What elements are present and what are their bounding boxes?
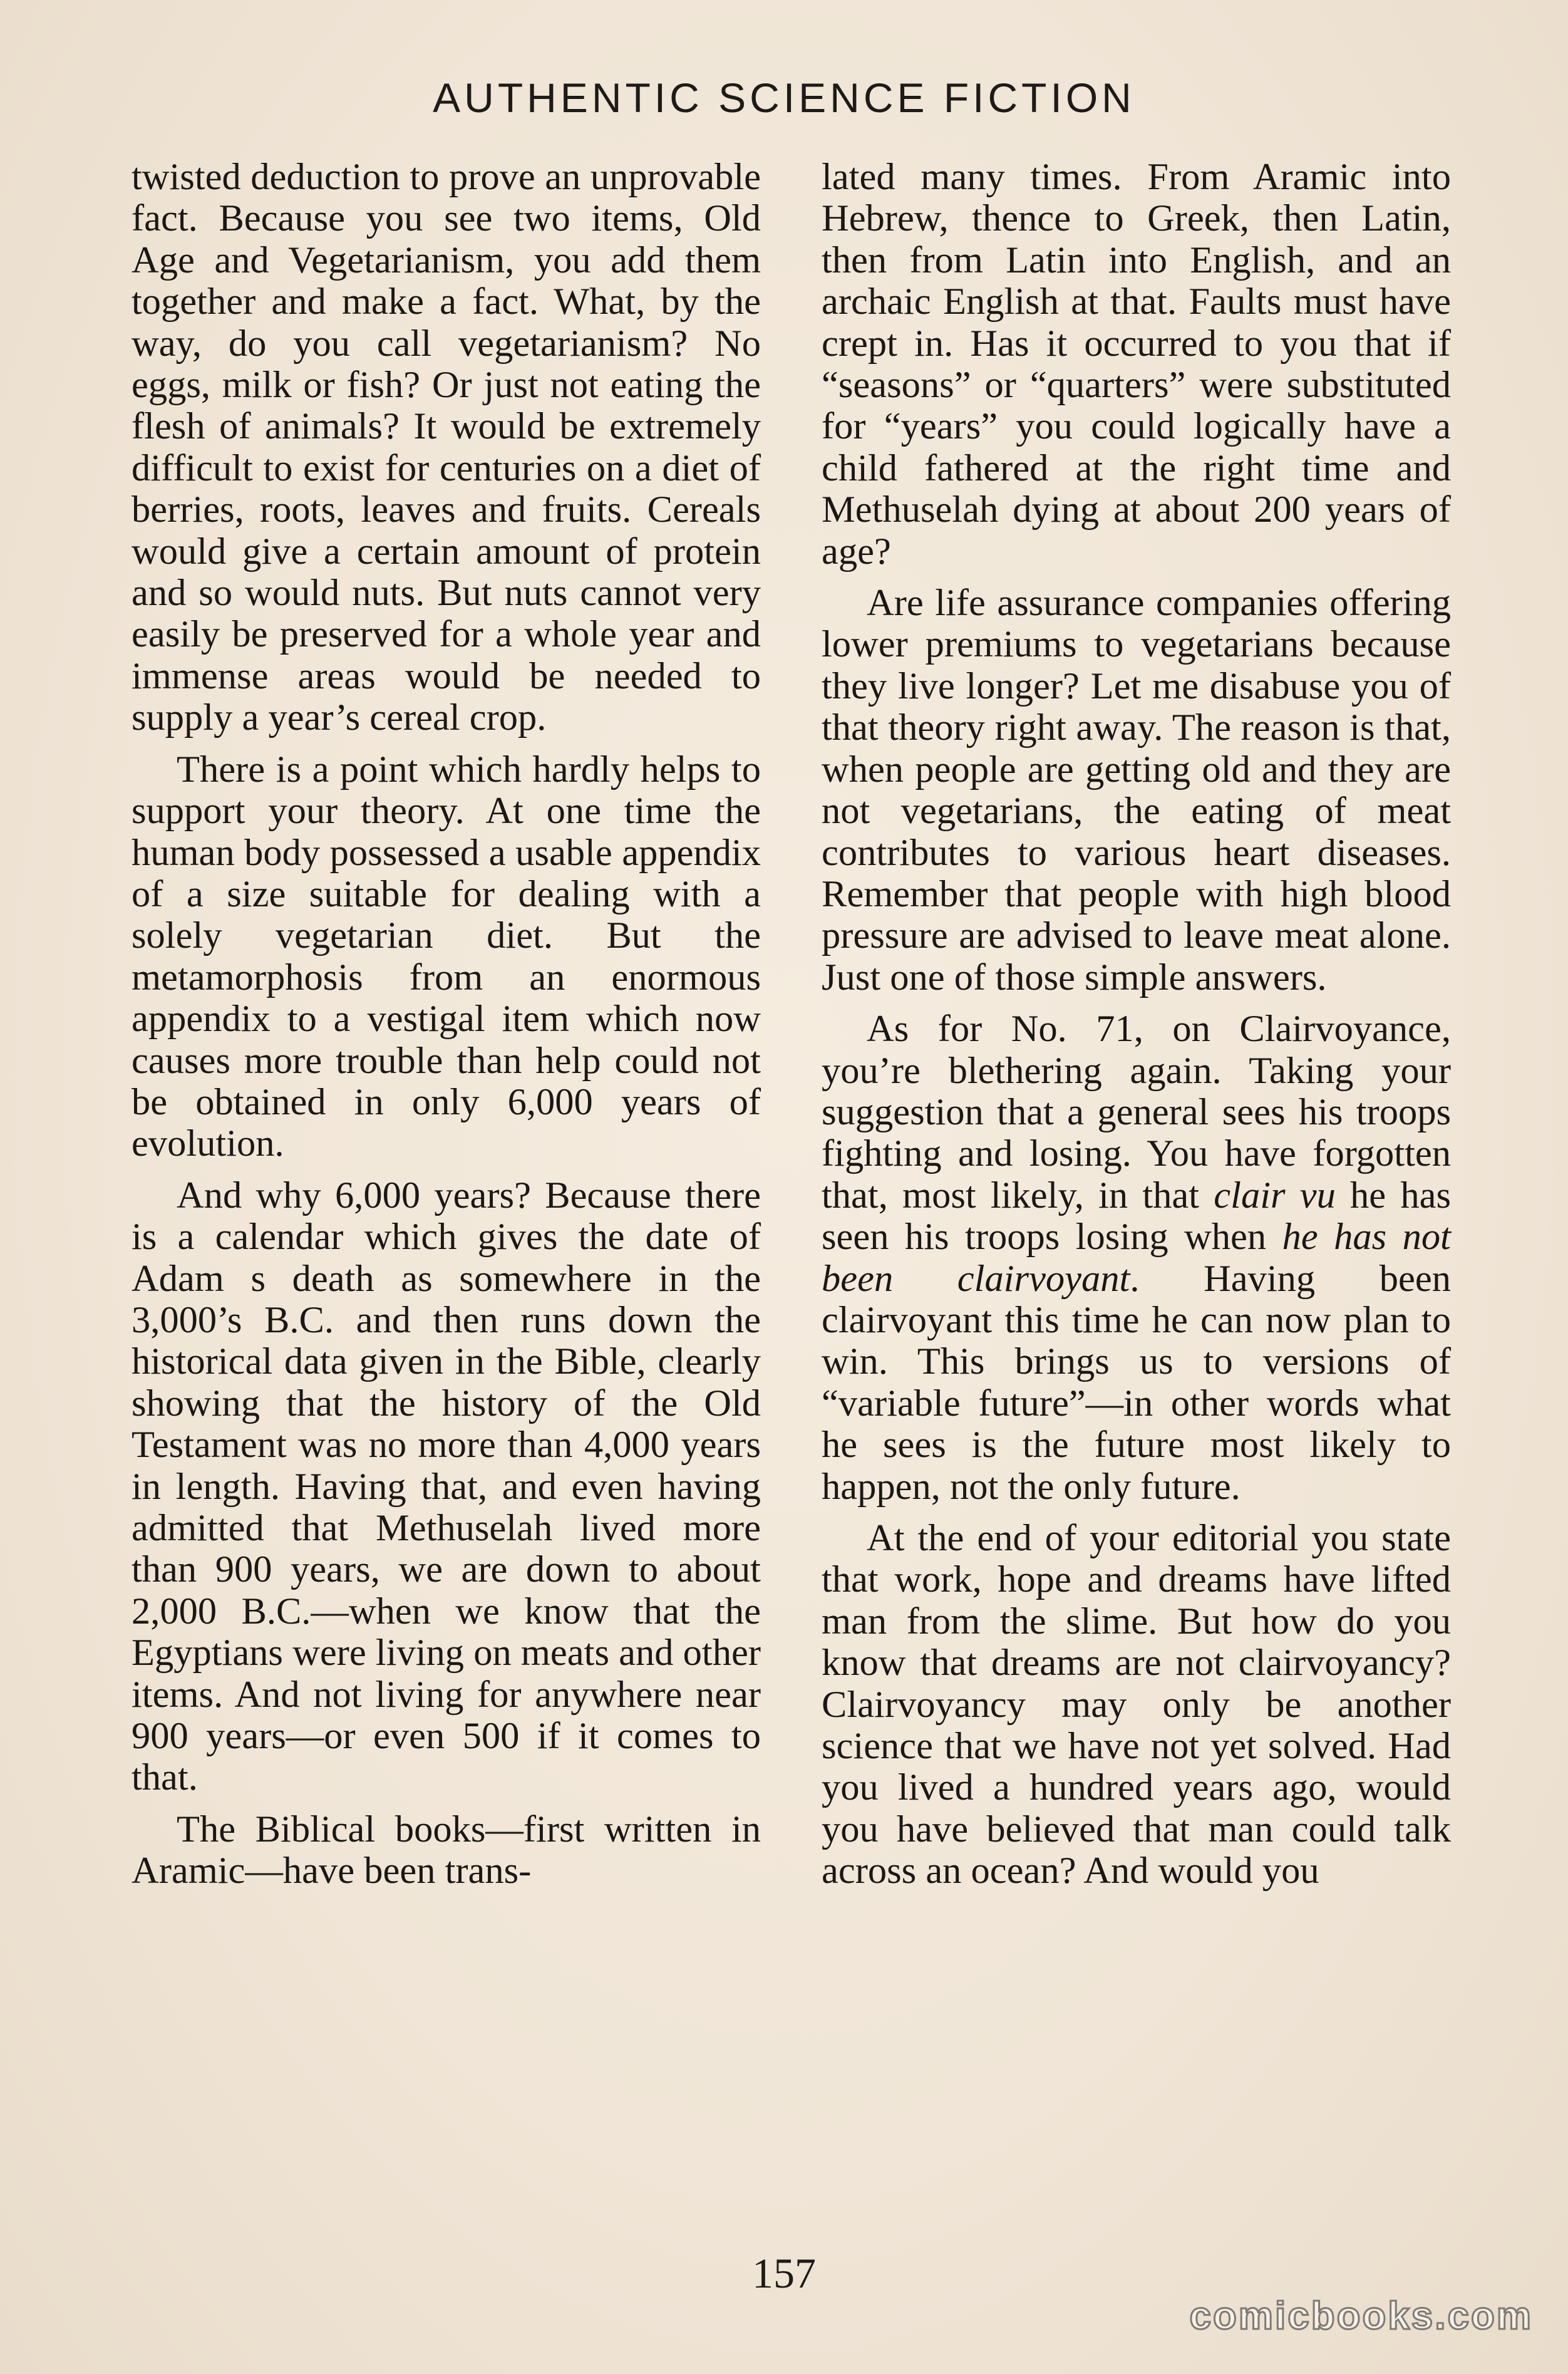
paragraph: And why 6,000 years? Because there is a calendar which gives the date of Adam s death as somewhere in the 3,000’s B.C. and then runs down the historical data given in the Bible, clearly showing that the history of the Old Testament was no more than 4,000 years in length. Having that, and even having admitted that Methuselah lived more than 900 years, we are down to about 2,000 B.C.—when we know that the Egyptians were living on meats and other items. And not living for anywhere near 900 years—or even 500 if it comes to that. bbox=[132, 1174, 761, 1799]
paragraph: As for No. 71, on Clairvoyance, you’re blethering again. Taking your suggestion that a general sees his troops fighting and losing. You have forgotten that, most likely, in that clair vu he has seen his troops losing when he has not been clairvoyant. Having been clairvoyant this time he can now plan to win. This brings us to versions of “variable future”—in other words what he sees is the future most likely to happen, not the only future. bbox=[822, 1008, 1452, 1508]
running-head: AUTHENTIC SCIENCE FICTION bbox=[433, 75, 1135, 121]
paragraph: Are life assurance companies offering lower premiums to vegetarians because they live longer? Let me disabuse you of that theory right away. The reason is that, when people are getting old and they are not vegetarians, the eating of meat contributes to various heart diseases. Remember that people with high blood pressure are advised to leave meat alone. Just one of those simple answers. bbox=[822, 582, 1451, 998]
watermark: comicbooks.com bbox=[1189, 2294, 1533, 2338]
right-column bbox=[822, 157, 1451, 1892]
left-column bbox=[132, 157, 761, 1892]
paragraph: lated many times. From Aramic into Hebrew, thence to Greek, then Latin, then from Latin into English, and an archaic English at that. Faults must have crept in. Has it occurred to you that if “seasons” or “quarters” were substituted for “years” you could logically have a child fathered at the right time and Methuselah dying at about 200 years of age? bbox=[822, 156, 1451, 573]
paragraph: The Biblical books—first written in Aramic—have been trans- bbox=[132, 1808, 761, 1892]
paragraph: twisted deduction to prove an unprovable fact. Because you see two items, Old Age and Vegetarianism, you add them together and make a fact. What, by the way, do you call vegetarianism? No eggs, milk or fish? Or just not eating the flesh of animals? It would be extremely difficult to exist for centuries on a diet of berries, roots, leaves and fruits. Cereals would give a certain amount of protein and so would nuts. But nuts cannot very easily be preserved for a whole year and immense areas would be needed to supply a year’s cereal crop. bbox=[132, 156, 761, 739]
paragraph: There is a point which hardly helps to support your theory. At one time the human body possessed a usable appendix of a size suitable for dealing with a solely vegetarian diet. But the metamorphosis from an enormous appendix to a vestigal item which now causes more trouble than help could not be obtained in only 6,000 years of evolution. bbox=[132, 748, 761, 1165]
page-number: 157 bbox=[752, 2249, 816, 2297]
paragraph: At the end of your editorial you state that work, hope and dreams have lifted man from the slime. But how do you know that dreams are not clairvoyancy? Clairvoyancy may only be another science that we have not yet solved. Had you lived a hundred years ago, would you have believed that man could talk across an ocean? And would you bbox=[822, 1517, 1451, 1892]
